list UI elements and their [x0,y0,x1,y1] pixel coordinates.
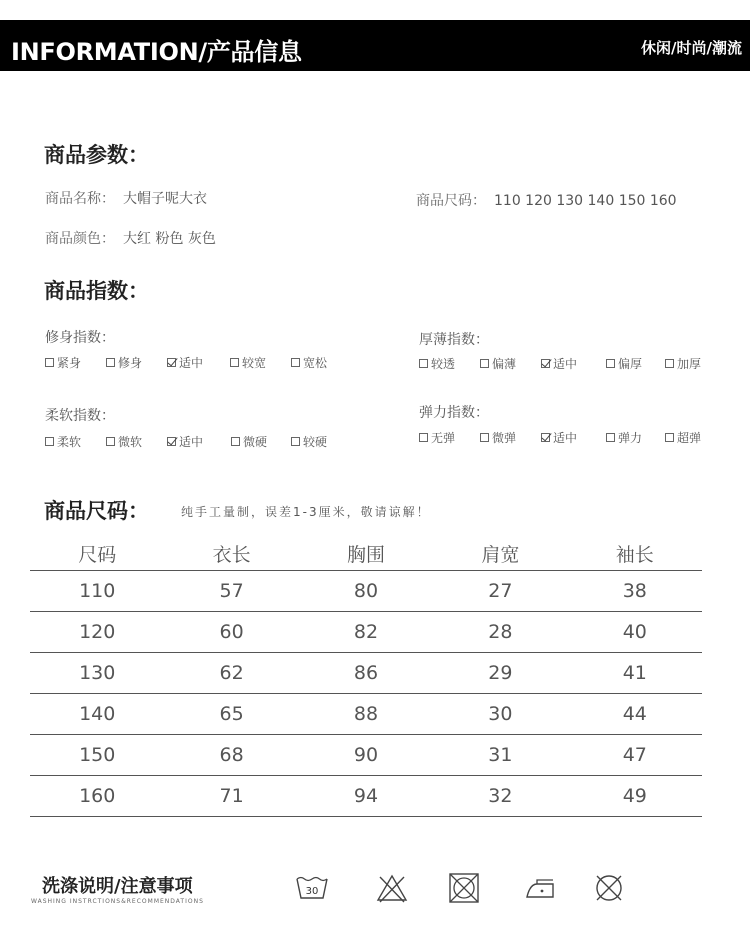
wash-30-icon [295,872,329,904]
checkbox-icon [665,433,674,442]
table-cell: 82 [299,611,433,652]
index-option [665,429,701,446]
header-bar [0,20,750,71]
col-sleeve: 袖长 [568,537,702,570]
index-option [230,354,266,371]
index-option [45,433,81,450]
table-cell: 150 [30,734,164,775]
index-option-label: 偏厚 [618,357,643,371]
index-option-label: 微弹 [492,431,517,445]
table-cell: 40 [568,611,702,652]
thickness-index-label: 厚薄指数： [419,332,489,348]
table-cell: 86 [299,652,433,693]
index-option [541,355,577,372]
care-subtitle: WASHING INSTRCTIONS&RECOMMENDATIONS [31,898,204,905]
index-option [541,429,577,446]
no-dry-clean-icon [592,872,626,904]
product-color-row [45,228,216,248]
no-tumble-dry-icon [447,872,481,904]
index-option-label: 适中 [553,357,578,371]
index-option [606,355,642,372]
product-size-value: 110 120 130 140 150 160 [494,193,677,209]
care-title: 洗涤说明/注意事项 [42,876,193,897]
col-shoulder: 肩宽 [433,537,567,570]
index-option-label: 偏薄 [492,357,517,371]
index-option [45,354,81,371]
index-option-label: 适中 [179,435,204,449]
table-row [30,734,702,775]
index-option-label: 修身 [118,356,143,370]
index-option-label: 较透 [431,357,456,371]
checkbox-icon [231,437,240,446]
size-table [30,537,702,817]
table-cell: 30 [433,693,567,734]
index-option [106,354,142,371]
checkbox-icon [230,358,239,367]
checkbox-icon [665,359,674,368]
index-option [291,433,327,450]
index-option-label: 较宽 [242,356,267,370]
size-table-header [30,537,702,570]
index-option [419,355,455,372]
table-cell: 49 [568,775,702,816]
table-cell: 88 [299,693,433,734]
product-color-value: 大红 粉色 灰色 [123,231,216,247]
index-option-label: 弹力 [618,431,643,445]
index-option [480,355,516,372]
table-cell: 68 [164,734,298,775]
checkbox-icon [45,358,54,367]
table-cell: 27 [433,570,567,611]
table-row [30,652,702,693]
table-cell: 80 [299,570,433,611]
index-option-label: 加厚 [677,357,702,371]
index-option [106,433,142,450]
index-option-label: 超弹 [677,431,702,445]
sizes-heading: 商品尺码： [44,499,149,523]
params-heading: 商品参数： [44,143,149,167]
indices-heading: 商品指数： [44,279,149,303]
table-cell: 65 [164,693,298,734]
table-cell: 71 [164,775,298,816]
fit-index-label: 修身指数： [45,330,115,346]
index-option [665,355,701,372]
table-cell: 130 [30,652,164,693]
checkbox-icon [45,437,54,446]
checkbox-icon [106,437,115,446]
checkbox-icon [419,433,428,442]
table-row [30,775,702,816]
checkbox-icon [291,358,300,367]
table-cell: 120 [30,611,164,652]
softness-index-label: 柔软指数： [45,408,115,424]
table-cell: 60 [164,611,298,652]
elasticity-index-label: 弹力指数： [419,405,489,421]
table-cell: 90 [299,734,433,775]
table-cell: 47 [568,734,702,775]
index-option [291,354,327,371]
col-chest: 胸围 [299,537,433,570]
product-name-value: 大帽子呢大衣 [123,191,207,207]
no-bleach-icon [375,872,409,904]
index-option-label: 宽松 [303,356,328,370]
checkbox-icon [606,433,615,442]
checkbox-icon [106,358,115,367]
table-cell: 29 [433,652,567,693]
table-cell: 31 [433,734,567,775]
table-cell: 57 [164,570,298,611]
index-option-label: 微软 [118,435,143,449]
index-option [606,429,642,446]
measurement-note: 纯手工量制，误差1-3厘米，敬请谅解！ [181,505,431,519]
checked-box-icon [541,433,550,442]
table-row [30,611,702,652]
col-size: 尺码 [30,537,164,570]
wash-temp-label: 30 [305,886,319,897]
index-option-label: 微硬 [243,435,268,449]
checked-box-icon [541,359,550,368]
table-cell: 160 [30,775,164,816]
table-cell: 110 [30,570,164,611]
checkbox-icon [606,359,615,368]
index-option [167,433,203,450]
index-option [231,433,267,450]
product-size-label: 商品尺码： [416,193,486,209]
table-cell: 38 [568,570,702,611]
index-option-label: 紧身 [57,356,82,370]
style-tag: 休闲/时尚/潮流 [641,39,742,57]
checked-box-icon [167,437,176,446]
col-length: 衣长 [164,537,298,570]
page-title: INFORMATION/产品信息 [11,38,302,66]
index-option-label: 柔软 [57,435,82,449]
table-cell: 94 [299,775,433,816]
index-option-label: 较硬 [303,435,328,449]
table-cell: 44 [568,693,702,734]
index-option-label: 适中 [179,356,204,370]
table-row [30,693,702,734]
product-size-row [416,190,677,210]
product-name-row [45,188,207,208]
product-color-label: 商品颜色： [45,231,115,247]
checkbox-icon [480,359,489,368]
iron-low-icon [523,872,557,904]
checkbox-icon [480,433,489,442]
index-option-label: 适中 [553,431,578,445]
table-row [30,570,702,611]
checked-box-icon [167,358,176,367]
index-option-label: 无弹 [431,431,456,445]
product-name-label: 商品名称： [45,191,115,207]
table-cell: 140 [30,693,164,734]
table-cell: 41 [568,652,702,693]
table-cell: 62 [164,652,298,693]
index-option [480,429,516,446]
index-option [419,429,455,446]
checkbox-icon [419,359,428,368]
checkbox-icon [291,437,300,446]
table-cell: 28 [433,611,567,652]
table-cell: 32 [433,775,567,816]
index-option [167,354,203,371]
